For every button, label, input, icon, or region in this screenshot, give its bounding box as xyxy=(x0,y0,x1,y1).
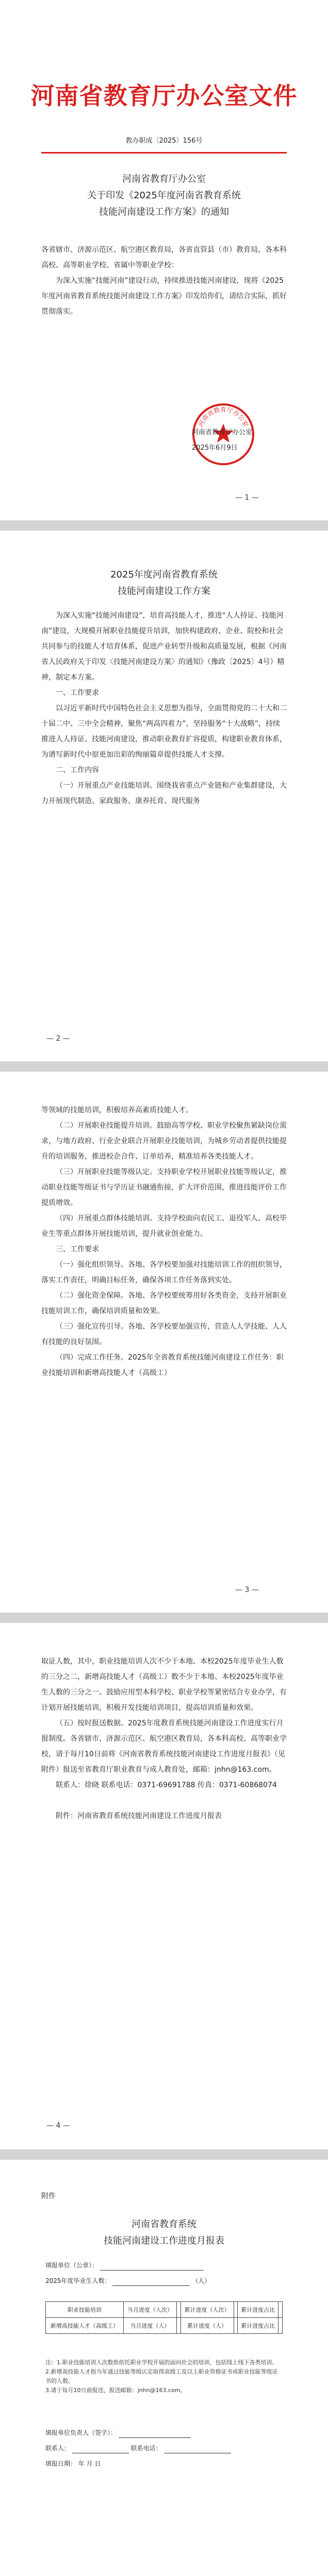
notice-title xyxy=(0,171,328,221)
table-input-cell[interactable] xyxy=(278,2302,283,2318)
page-5 xyxy=(0,2160,328,2576)
page-number: — 4 — xyxy=(46,2122,70,2130)
form-notes xyxy=(45,2358,283,2395)
report-date-field xyxy=(45,2459,101,2469)
report-title-line: 技能河南建设工作进度月报表 xyxy=(104,2235,224,2246)
graduates-label: 2025年度毕业生人数： xyxy=(45,2277,111,2284)
document-header-title: 河南省教育厅办公室文件 xyxy=(30,82,298,110)
section-heading: 三、工作要求 xyxy=(56,1245,99,1253)
body-paragraph: （五）按时报送数据。2025年度教育系统技能河南建设工作进度实行月报制度。各省辖市、济源示范区、航空港区教育局，各本科高校、高等职业学校，请于每月10日前将《河南省教育系统技能河南建设工作进度月报表》（见附件）报送至省教育厅职业教育与成人教育处，邮箱：jnhn@163.com。 xyxy=(41,1719,287,1774)
form-note: 注：1.职业技能培训人次数指依托职业学校开展的面向社会的培训，包括线上线下各类培训。 xyxy=(45,2359,278,2366)
table-row xyxy=(46,2302,283,2318)
plan-body-continued xyxy=(41,1654,287,1824)
table-cell: 累计进度（人） xyxy=(181,2318,234,2334)
form-note: 2.新增高技能人才指当年通过技能等级认定取得高级工及以上职业资格证书或职业技能等级证书的人数。 xyxy=(45,2368,278,2384)
plan-title-line: 2025年度河南省教育系统 xyxy=(110,569,218,580)
body-paragraph: （四）完成工作任务。2025年全省教育系统技能河南建设工作任务：职业技能培训和新增高技能人才（高级工） xyxy=(41,1353,284,1377)
red-divider-line xyxy=(41,152,287,154)
contact-label: 联系人： xyxy=(45,2445,71,2452)
unit-label: 填报单位（公章）： xyxy=(45,2262,99,2269)
body-paragraph: （四）开展重点群体技能培训。支持学校面向农民工、退役军人、高校毕业生等重点群体开展技能培训，提升就业创业能力。 xyxy=(41,1214,287,1238)
notice-body xyxy=(41,242,287,319)
table-input-cell[interactable] xyxy=(176,2318,181,2334)
table-input-cell[interactable] xyxy=(234,2302,238,2318)
body-paragraph: 以习近平新时代中国特色社会主义思想为指导，全面贯彻党的二十大和二十届二中、三中全会精神，聚焦“两高四着力”，坚持服务“十大战略”，持续推进人人持证、技能河南建设，推动职业教育扩容提质，构建职业教育体系，为谱写新时代中原更加出彩的绚丽篇章提供技能人才支撑。 xyxy=(41,704,287,759)
body-paragraph: （一）开展重点产业技能培训。围绕我省重点产业链和产业集群建设，大力开展现代制造、家政服务、康养托育、现代服务 xyxy=(41,782,287,805)
graduates-input[interactable] xyxy=(112,2285,190,2286)
contact-info: 联系人：徐晓 联系电话：0371-69691788 传真：0371-60868074 xyxy=(56,1781,277,1789)
body-paragraph: （一）强化组织领导。各地、各学校要加强对技能培训工作的组织领导，落实工作责任，明确目标任务，确保各项工作任务落到实处。 xyxy=(41,1261,287,1284)
svg-text:河南省教育厅办公室: 河南省教育厅办公室 xyxy=(197,405,250,428)
body-paragraph: 取证人数，其中，职业技能培训人次不少于本地、本校2025年度毕业生人数的三分之二，新增高技能人才（高级工）数不少于本地、本校2025年度毕业生人数的三分之一。鼓励应用型本科学校、职业学校等紧密结合专业办学，有计划开展技能培训，积极开发技能培训项目，提高培训质量和效果。 xyxy=(41,1657,287,1712)
section-heading: 一、工作要求 xyxy=(56,689,99,697)
attachment-label: 附件 xyxy=(41,2192,56,2200)
report-date-label: 填报日期： xyxy=(45,2460,77,2467)
table-cell: 累计进度（人次） xyxy=(181,2302,234,2318)
table-input-cell[interactable] xyxy=(278,2318,283,2334)
table-cell: 当月进度（人次） xyxy=(123,2302,176,2318)
table-input-cell[interactable] xyxy=(234,2318,238,2334)
table-row xyxy=(46,2318,283,2334)
plan-body-continued xyxy=(41,1103,287,1381)
responsible-person-input[interactable] xyxy=(119,2437,191,2438)
graduates-unit: （人） xyxy=(192,2277,211,2284)
body-paragraph: 为深入实施“技能河南建设”，培育高技能人才，推进“人人持证、技能河南”建设，大规模开展职业技能提升培训，加快构建政府、企业、院校和社会共同参与的技能人才培育体系，促进产业转型升级和高质量发展，根据《河南省人民政府关于印发〈技能河南建设方案〉的通知》（豫政〔2025〕4号）精神，制定本方案。 xyxy=(41,612,287,682)
table-cell: 新增高技能人才（高级工） xyxy=(46,2318,124,2334)
section-heading: 二、工作内容 xyxy=(56,766,99,774)
plan-body xyxy=(41,608,287,809)
responsible-person-label: 填报单位负责人（签字）： xyxy=(45,2429,117,2436)
body-paragraph: （三）开展职业技能等级认定。支持职业学校开展职业技能等级认定，推动职业技能等级证书与学历证书融通衔接，扩大评价范围，推进技能评价工作提质增效。 xyxy=(41,1168,287,1207)
responsible-person-field xyxy=(45,2428,191,2438)
notice-title-line: 关于印发《2025年度河南省教育系统 xyxy=(87,190,241,201)
page-number: — 3 — xyxy=(235,1586,259,1594)
phone-label: 联系电话： xyxy=(130,2445,162,2452)
progress-table xyxy=(45,2301,283,2334)
report-date-blank[interactable]: 年 月 日 xyxy=(78,2460,101,2467)
table-cell: 累计进度占比 xyxy=(238,2302,278,2318)
body-paragraph: （二）开展职业技能提升培训。鼓励高等学校、职业学校聚焦紧缺岗位需求，与地方政府、行业企业联合开展职业技能培训，为城乡劳动者提供技能提升的培训服务，推进校企合作、订单培养，精准培养各类技能人才。 xyxy=(41,1122,287,1161)
body-paragraph: 为深入实施“技能河南”建设行动，持续推进技能河南建设，现将《2025年度河南省教育系统技能河南建设工作方案》印发给你们，请结合实际，抓好贯彻落实。 xyxy=(41,277,287,316)
table-cell: 累计进度占比 xyxy=(238,2318,278,2334)
body-paragraph: 等领域的技能培训，积极培养高素质技能人才。 xyxy=(41,1106,193,1114)
signing-organization: 河南省教育厅办公室 xyxy=(192,429,253,436)
plan-title-line: 技能河南建设工作方案 xyxy=(118,586,210,597)
plan-title xyxy=(0,567,328,600)
notice-title-line: 技能河南建设工作方案》的通知 xyxy=(99,207,229,217)
graduates-field xyxy=(45,2276,210,2286)
page-1 xyxy=(0,0,328,520)
attachment-note[interactable]: 附件：河南省教育系统技能河南建设工作进度月报表 xyxy=(56,1812,222,1820)
form-note: 3.请于每月10日前报送，报送邮箱：jnhn@163.com。 xyxy=(45,2387,186,2394)
contact-field xyxy=(45,2443,231,2453)
page-2 xyxy=(0,531,328,1061)
unit-field xyxy=(45,2260,203,2270)
document-number: 教办职成〔2025〕156号 xyxy=(125,137,203,145)
report-form-title xyxy=(0,2216,328,2249)
body-paragraph: （三）强化宣传引导。各地、各学校要加强宣传，营造人人学技能、人人有技能的良好氛围。 xyxy=(41,1323,287,1346)
page-4 xyxy=(0,1623,328,2149)
table-cell: 职业技能培训 xyxy=(46,2302,124,2318)
notice-title-line: 河南省教育厅办公室 xyxy=(122,174,206,184)
body-paragraph: （二）强化资金保障。各地、各学校要统筹用好各类资金，支持开展职业技能培训工作，确保培训质量和效果。 xyxy=(41,1292,287,1315)
page-3 xyxy=(0,1072,328,1613)
salutation: 各省辖市、济源示范区、航空港区教育局，各省直管县（市）教育局，各本科高校、高等职业学校、省属中等职业学校： xyxy=(41,246,287,269)
table-input-cell[interactable] xyxy=(176,2302,181,2318)
page-number: — 2 — xyxy=(46,1035,70,1043)
signing-date: 2025年6月9日 xyxy=(192,444,238,452)
report-title-line: 河南省教育系统 xyxy=(132,2219,196,2230)
page-number: — 1 — xyxy=(235,494,259,502)
table-cell: 当月进度（人） xyxy=(123,2318,176,2334)
